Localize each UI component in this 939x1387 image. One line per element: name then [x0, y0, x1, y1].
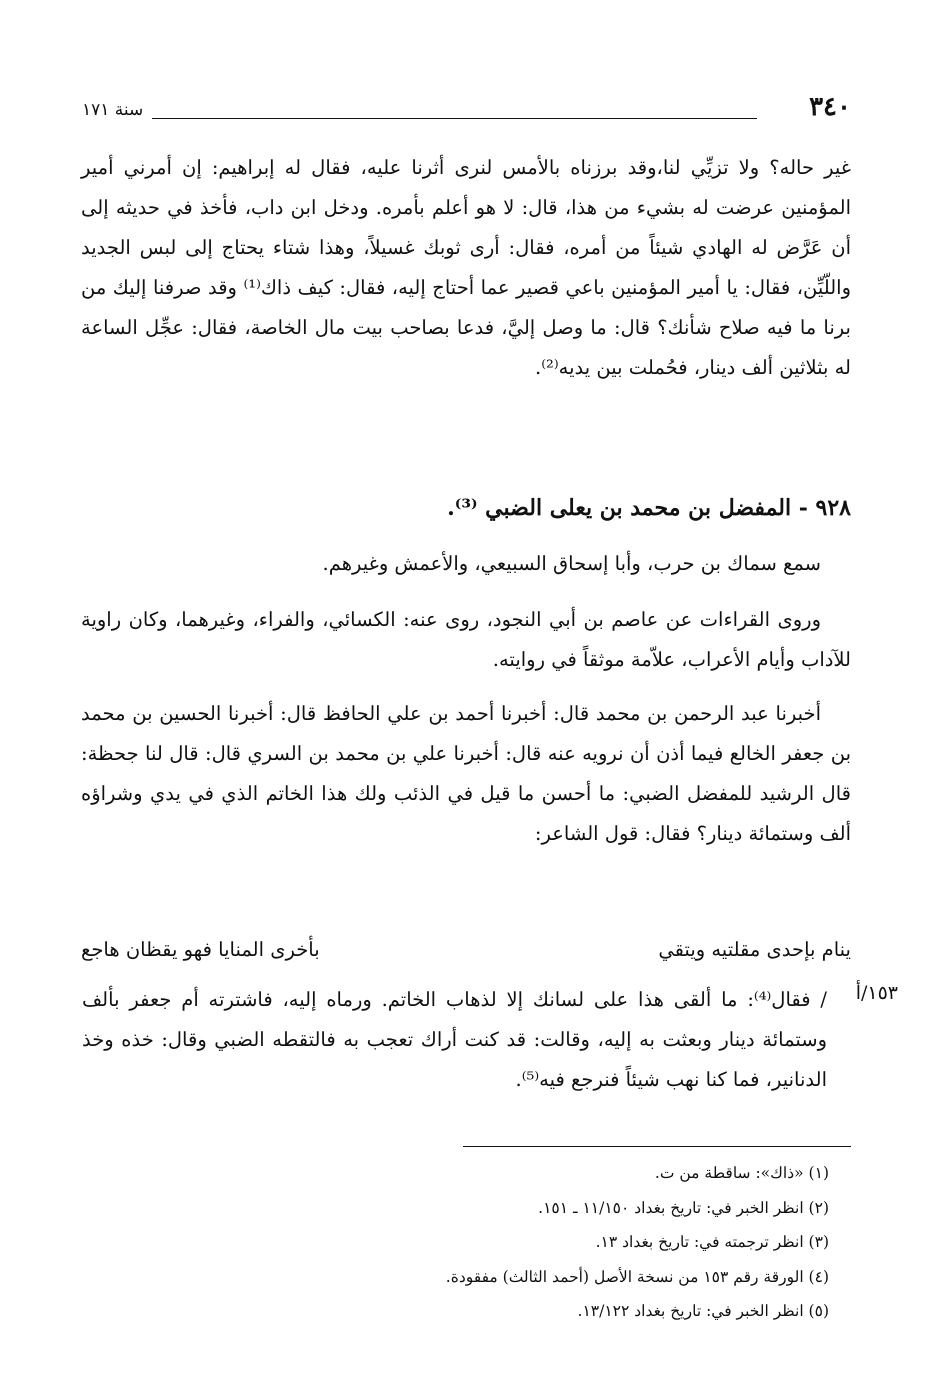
footnote-2: (٢) انظر الخبر في: تاريخ بغداد ١١/١٥٠ ـ ١٥١. — [538, 1198, 829, 1217]
footnote-4: (٤) الورقة رقم ١٥٣ من نسخة الأصل (أحمد الثالث) مفقودة. — [445, 1267, 829, 1286]
verse-first-hemistich: ينام بإحدى مقلتيه ويتقي — [658, 938, 851, 961]
running-header-year: سنة ١٧١ — [82, 100, 144, 120]
footnotes — [446, 1156, 829, 1329]
poetry-verse — [81, 930, 851, 970]
footnote-5: (٥) انظر الخبر في: تاريخ بغداد ١٣/١٢٢. — [577, 1302, 829, 1320]
footnote-3: (٣) انظر ترجمته في: تاريخ بغداد ١٣. — [595, 1233, 829, 1251]
page-number: ٣٤٠ — [809, 92, 851, 122]
footnote-1: (١) «ذاك»: ساقطة من ت. — [654, 1164, 829, 1182]
entry-title: ٩٢٨ - المفضل بن محمد بن يعلى الضبي ⁽³⁾. — [447, 495, 851, 521]
footnote-rule — [463, 1146, 851, 1147]
paragraph-1: غير حاله؟ ولا تزيِّي لنا،وقد برزناه بالأمس لنرى أثرنا عليه، فقال له إبراهيم: إن أمرني أمير المؤمنين عرضت له بشيء من هذا، قال: لا هو أعلم بأمره. ودخل ابن داب، فأخذ في حديثه إلى أن عَرَّض له الهادي شيئاً من أمره، فقال: أرى ثوبك غسيلاً، وهذا شتاء يحتاج إلى لبس الجديد واللّيِّن، فقال: يا أمير المؤمنين باعي قصير عما أحتاج إليه، فقال: كيف ذاك⁽¹⁾ وقد صرفنا إليك من برنا ما فيه صلاح شأنك؟ قال: ما وصل إليَّ، فدعا بصاحب بيت مال الخاصة، فقال: عجِّل الساعة له بثلاثين ألف دينار، فحُملت بين يديه⁽²⁾. — [81, 156, 851, 379]
paragraph-4: أخبرنا عبد الرحمن بن محمد قال: أخبرنا أحمد بن علي الحافظ قال: أخبرنا الحسين بن محمد بن جعفر الخالع فيما أذن أن نرويه عنه قال: أخبرنا علي بن محمد بن السري قال: قال لنا جحظة: قال الرشيد للمفضل الضبي: ما أحسن ما قيل في الذئب ولك هذا الخاتم الذي في يدي وشراؤه ألف وستمائة دينار؟ فقال: قول الشاعر: — [81, 702, 851, 845]
header-rule — [152, 118, 757, 119]
paragraph-3: وروى القراءات عن عاصم بن أبي النجود، روى عنه: الكسائي، والفراء، وغيرهما، وكان راوية للآداب وأيام الأعراب، علاّمة موثقاً في روايته. — [81, 608, 851, 671]
paragraph-5: / فقال⁽⁴⁾: ما ألقى هذا على لسانك إلا لذهاب الخاتم. ورماه إليه، فاشترته أم جعفر بألف وستمائة دينار وبعثت به إليه، وقالت: قد كنت أراك تعجب به فالتقطه الضبي وقال: خذه وخذ الدنانير، فما كنا نهب شيئاً فنرجع فيه⁽⁵⁾. — [82, 988, 827, 1091]
margin-folio-reference: ١٥٣/أ — [855, 982, 898, 1004]
verse-second-hemistich: بأخرى المنايا فهو يقظان هاجع — [81, 938, 320, 961]
paragraph-2: سمع سماك بن حرب، وأبا إسحاق السبيعي، والأعمش وغيرهم. — [322, 552, 821, 575]
